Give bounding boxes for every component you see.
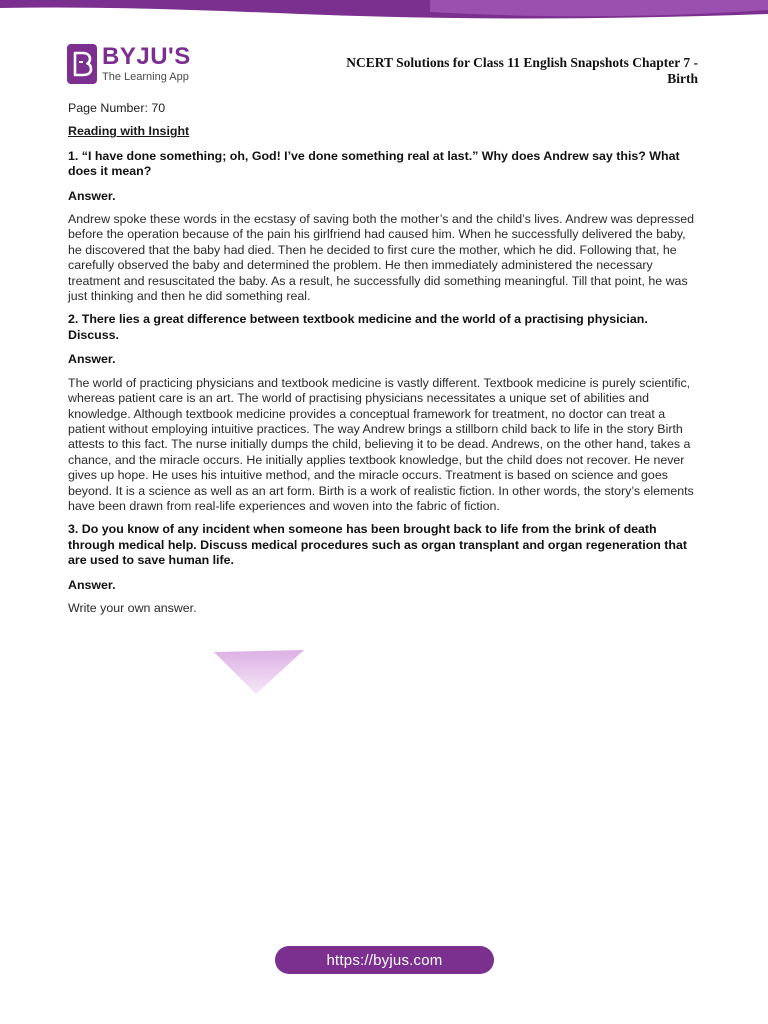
top-decorative-band (0, 0, 768, 20)
answer-text-2: The world of practicing physicians and textbook medicine is vastly different. Textbook medicine is purely scientific, whereas patient care is an art. The world of practising physicians necessitates a unique set of abilities and knowledge. Although textbook medicine provides a conceptual framework for treatment, no doctor can treat a patient without employing intuitive practices. The way Andrew brings a stillborn child back to life in the story Birth attests to this fact. The nurse initially dumps the child, believing it to be dead. Andrews, on the other hand, takes a chance, and the miracle occurs. He initially applies textbook knowledge, but the child does not recover. He never gives up hope. He uses his intuitive method, and the miracle occurs. Treatment is based on science and goes beyond. It is a science as well as an art form. Birth is a work of realistic fiction. In other words, the story’s elements have been drawn from real-life experiences and woven into the fabric of fiction. (68, 375, 694, 513)
question-2: 2. There lies a great difference between textbook medicine and the world of a practising physician. Discuss. (68, 312, 648, 342)
document-title-line1: NCERT Solutions for Class 11 English Snapshots Chapter 7 - (346, 55, 698, 70)
top-band-graphic (0, 0, 768, 20)
brand-name: BYJU'S (102, 43, 191, 70)
content-body (68, 101, 701, 624)
decorative-triangle-icon (214, 650, 304, 694)
document-title-line2: Birth (667, 71, 698, 86)
answer-label-1: Answer. (68, 188, 116, 203)
answer-label-3: Answer. (68, 577, 116, 592)
logo-badge-icon (67, 44, 97, 84)
brand-tagline: The Learning App (102, 71, 189, 83)
footer-url-link[interactable]: https://byjus.com (275, 946, 494, 974)
logo-b-icon (71, 50, 93, 78)
answer-text-3: Write your own answer. (68, 600, 197, 615)
document-title (318, 55, 698, 87)
answer-text-1: Andrew spoke these words in the ecstasy of saving both the mother’s and the child’s lives. Andrew was depressed before the operation because of the pain his girlfriend had caused him. When he successfully delivered the baby, he discovered that the baby had died. Then he decided to first cure the mother, which he did. Following that, he carefully observed the baby and determined the problem. He then immediately administered the necessary treatment and resuscitated the baby. As a result, he successfully did something meaningful. Till that point, he was just thinking and then he did something real. (68, 212, 695, 304)
section-title: Reading with Insight (68, 124, 190, 139)
question-3: 3. Do you know of any incident when someone has been brought back to life from the brink of death through medical help. Discuss medical procedures such as organ transplant and organ regeneration that are used to save human life. (68, 522, 687, 568)
answer-label-2: Answer. (68, 352, 116, 367)
page-number: Page Number: 70 (68, 101, 166, 115)
byjus-logo (67, 44, 191, 84)
question-1: 1. “I have done something; oh, God! I’ve done something real at last.” Why does Andrew say this? What does it mean? (68, 148, 680, 179)
